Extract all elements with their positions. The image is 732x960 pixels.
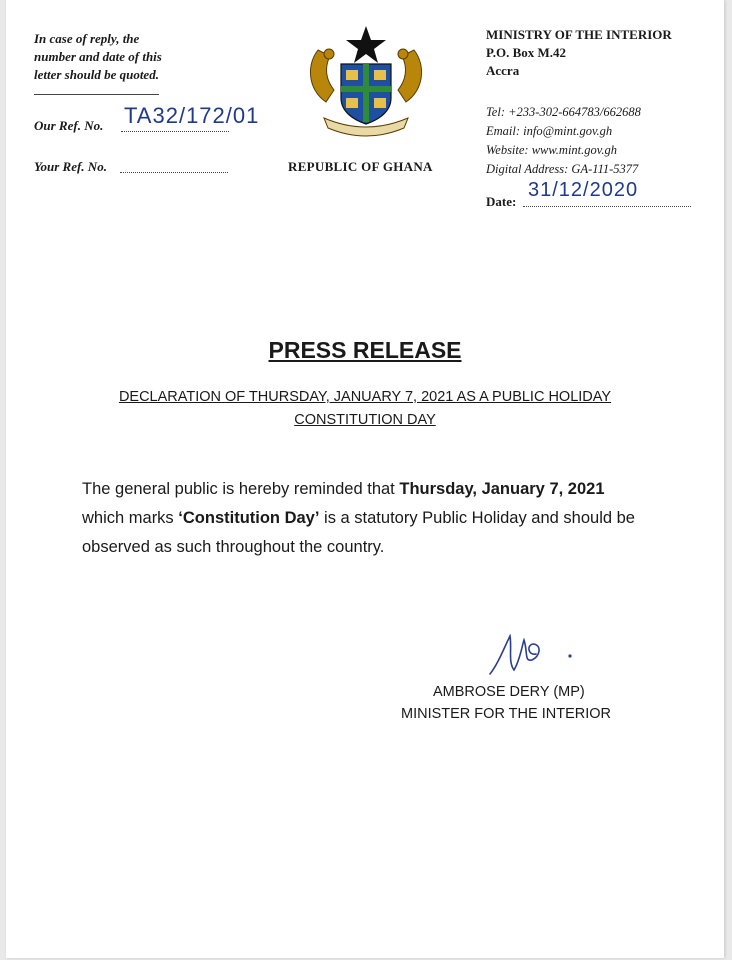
para-holiday-name: ‘Constitution Day’ [178, 509, 320, 527]
email: Email: info@mint.gov.gh [486, 124, 613, 138]
your-ref-label: Your Ref. No. [34, 159, 107, 174]
date-line [523, 206, 691, 207]
letter-page [6, 0, 724, 958]
signatory-name: AMBROSE DERY (MP) [433, 684, 585, 700]
para-text: is a statutory Public Holiday and should be observed as such throughout the country. [82, 509, 635, 556]
reply-note-line: number and date of this [34, 49, 162, 64]
subtitle-line-1: DECLARATION OF THURSDAY, JANUARY 7, 2021 AS A PUBLIC HOLIDAY [118, 389, 612, 405]
date-value: 31/12/2020 [528, 179, 639, 201]
date-label: Date: [486, 194, 517, 209]
reply-note-line: In case of reply, the [34, 31, 140, 46]
para-text: which marks [82, 509, 179, 527]
our-ref-line [121, 131, 229, 132]
press-release-title [6, 337, 724, 364]
divider [34, 94, 159, 95]
your-ref-line [120, 172, 228, 173]
city: Accra [486, 63, 520, 78]
digital-address: Digital Address: GA-111-5377 [486, 162, 639, 176]
republic-caption: REPUBLIC OF GHANA [288, 159, 433, 174]
reply-note [34, 30, 162, 84]
ministry-address [486, 26, 672, 80]
website: Website: www.mint.gov.gh [486, 143, 618, 157]
subtitle [6, 386, 724, 432]
signatory-title: MINISTER FOR THE INTERIOR [401, 706, 611, 722]
signature-scribble [484, 626, 594, 686]
our-ref-label: Our Ref. No. [34, 118, 104, 133]
subtitle-line-2: CONSTITUTION DAY [294, 412, 436, 428]
para-date: Thursday, January 7, 2021 [399, 480, 605, 498]
po-box: P.O. Box M.42 [486, 45, 567, 60]
body-paragraph [82, 475, 650, 562]
tel: Tel: +233-302-664783/662688 [486, 105, 641, 119]
reply-note-line: letter should be quoted. [34, 67, 159, 82]
ministry-name: MINISTRY OF THE INTERIOR [486, 27, 672, 42]
ministry-contacts [486, 103, 641, 179]
title-text: PRESS RELEASE [268, 337, 462, 363]
our-ref-value: TA32/172/01 [124, 103, 260, 128]
para-text: The general public is hereby reminded that [82, 480, 400, 498]
coat-of-arms-icon [296, 20, 436, 140]
